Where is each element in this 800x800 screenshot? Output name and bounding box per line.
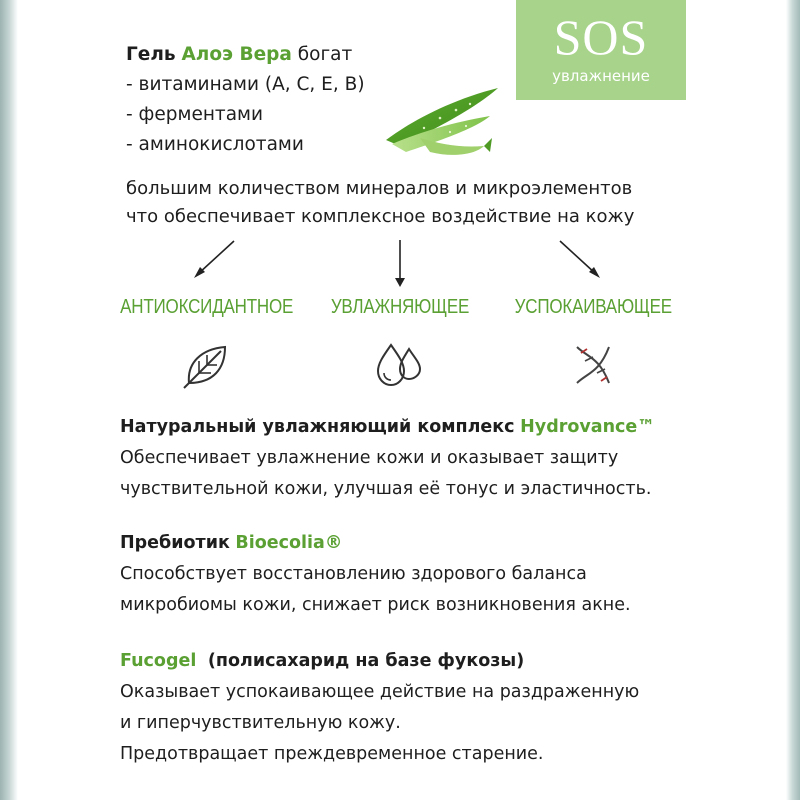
section-brand: Hydrovance™ [520,417,655,437]
arrow-left-down-icon [188,238,238,280]
hydrovance-heading [120,412,655,443]
left-edge-gradient [0,0,18,800]
intro-item: - витаминами (А, С, Е, В) [126,74,365,95]
arrow-down-icon [392,238,408,288]
section-line: микробиомы кожи, снижает риск возникновения акне. [120,595,631,615]
property-label: УВЛАЖНЯЮЩЕЕ [330,295,470,318]
intro-highlight: Алоэ Вера [181,44,292,65]
minerals-line-1: большим количеством минералов и микроэлементов [126,178,633,199]
intro-after: богат [297,44,353,65]
section-brand: Fucogel [120,651,197,671]
minerals-text [126,175,634,231]
fucogel-section [120,646,639,770]
minerals-line-2: что обеспечивает комплексное воздействие на кожу [126,206,635,227]
property-soothing [503,297,683,391]
aloe-intro [126,40,365,160]
property-moisturizing [310,297,490,391]
section-head: Пребиотик [120,533,230,553]
property-label: УСПОКАИВАЮЩЕЕ [514,295,672,318]
water-drops-icon [374,339,426,391]
intro-item: - ферментами [126,104,264,125]
sos-badge-title: SOS [553,9,649,65]
bioecolia-heading [120,528,631,559]
dna-icon [567,339,619,391]
section-head: Натуральный увлажняющий комплекс [120,417,515,437]
section-line: Способствует восстановлению здорового баланса [120,564,587,584]
section-line: Оказывает успокаивающее действие на раздраженную [120,682,640,702]
fucogel-heading [120,646,639,677]
section-line: Предотвращает преждевременное старение. [120,744,544,764]
properties-row [100,297,700,391]
product-info-card [100,0,700,800]
leaf-icon [181,339,233,391]
hydrovance-section [120,412,655,505]
bioecolia-section [120,528,631,621]
property-antioxidant [117,297,297,391]
intro-item: - аминокислотами [126,134,304,155]
sos-badge [516,0,686,100]
aloe-leaf-image [380,82,502,162]
section-line: чувствительной кожи, улучшая её тонус и эластичность. [120,479,652,499]
right-edge-gradient [786,0,800,800]
property-label: АНТИОКСИДАНТНОЕ [120,295,294,318]
aloe-intro-heading [126,40,365,70]
section-line: Обеспечивает увлажнение кожи и оказывает защиту [120,448,619,468]
intro-lead: Гель [126,44,176,65]
section-line: и гиперчувствительную кожу. [120,713,401,733]
arrow-right-down-icon [556,238,606,280]
sos-badge-subtitle: увлажнение [552,67,650,85]
section-brand: Bioecolia® [235,533,343,553]
section-head: (полисахарид на базе фукозы) [207,651,525,671]
